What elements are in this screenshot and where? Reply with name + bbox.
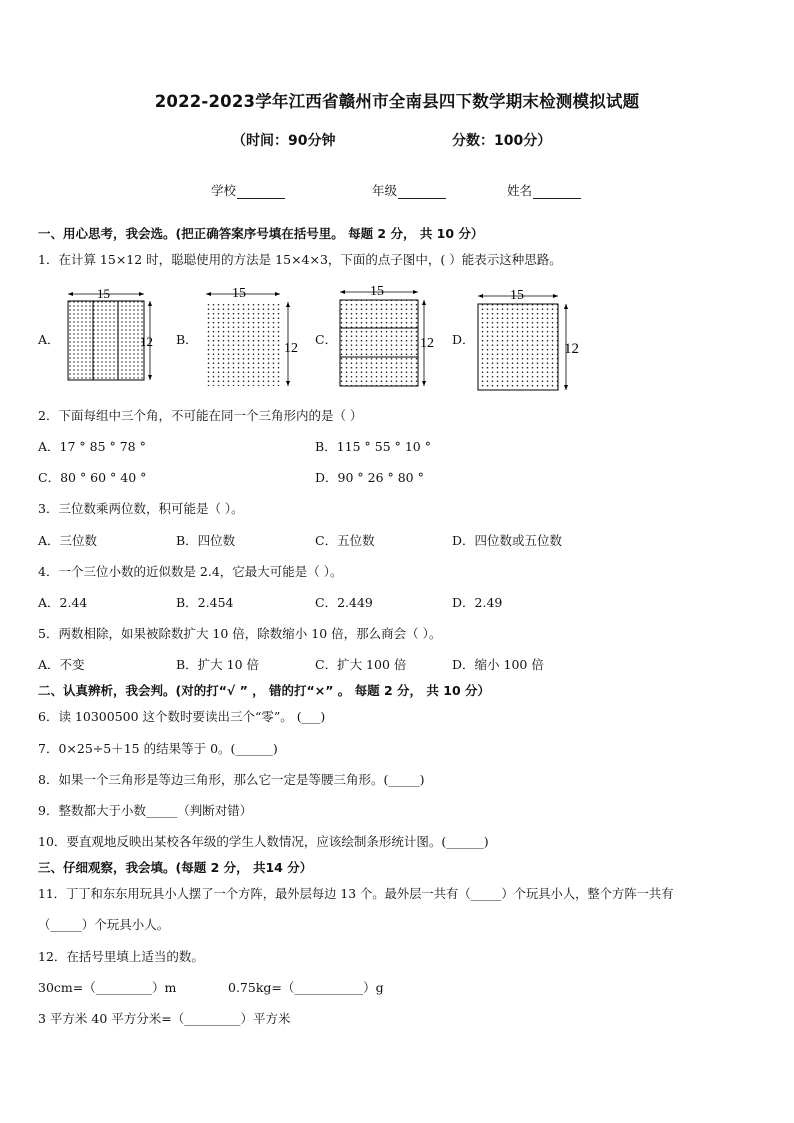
top-label: 15: [370, 284, 384, 299]
school-label: 学校: [211, 183, 237, 198]
q5-option-c[interactable]: C．扩大 100 倍: [315, 657, 407, 672]
top-label: 15: [232, 286, 246, 301]
side-label: 12: [420, 336, 434, 351]
q4-option-d[interactable]: D．2.49: [452, 595, 503, 610]
side-label: 12: [564, 341, 579, 357]
arrow-down-icon: [422, 381, 426, 386]
q1-figure-d[interactable]: [470, 280, 595, 398]
question-4: 4．一个三位小数的近似数是 2.4，它最大可能是（ ）。: [38, 564, 343, 579]
exam-score: 分数：100分）: [452, 133, 552, 149]
name-blank[interactable]: [533, 186, 581, 199]
q2-option-d[interactable]: D．90 ° 26 ° 80 °: [315, 470, 424, 485]
top-label: 15: [510, 288, 524, 303]
arrow-down-icon: [564, 385, 568, 390]
arrow-down-icon: [286, 381, 290, 386]
arrow-right-icon: [139, 292, 144, 296]
q4-option-a[interactable]: A．2.44: [38, 595, 88, 610]
arrow-left-icon: [340, 290, 345, 294]
arrow-right-icon: [275, 292, 280, 296]
q2-option-c[interactable]: C．80 ° 60 ° 40 °: [38, 470, 147, 485]
section-3-title: 三、仔细观察，我会填。(每题 2 分， 共14 分）: [38, 860, 313, 875]
grade-field: [372, 181, 446, 199]
arrow-up-icon: [422, 300, 426, 305]
name-label: 姓名: [507, 183, 533, 198]
arrow-left-icon: [206, 292, 211, 296]
q5-option-b[interactable]: B．扩大 10 倍: [176, 657, 260, 672]
grade-label: 年级: [372, 183, 398, 198]
question-12-item-c: 3 平方米 40 平方分米=（_________）平方米: [38, 1011, 291, 1026]
school-blank[interactable]: [237, 186, 285, 199]
section-2-title: 二、认真辨析，我会判。(对的打“√ ” ， 错的打“×” 。 每题 2 分， 共 10 分）: [38, 683, 490, 698]
q5-option-a[interactable]: A．不变: [38, 657, 85, 672]
arrow-right-icon: [413, 290, 418, 294]
q3-option-c[interactable]: C．五位数: [315, 533, 375, 548]
top-label: 15: [97, 286, 110, 301]
q3-option-d[interactable]: D．四位数或五位数: [452, 533, 563, 548]
question-3: 3．三位数乘两位数，积可能是（ ）。: [38, 501, 244, 516]
dot-grid: [478, 304, 558, 390]
q1-option-d-label[interactable]: D．: [452, 332, 475, 347]
q3-option-a[interactable]: A．三位数: [38, 533, 98, 548]
arrow-down-icon: [148, 375, 152, 380]
side-label: 12: [284, 341, 298, 356]
arrow-right-icon: [553, 294, 558, 298]
question-6: 6．读 10300500 这个数时要读出三个“零”。 (___): [38, 709, 326, 724]
q1-option-c-label[interactable]: C．: [315, 332, 338, 347]
name-field: [507, 181, 581, 199]
q1-option-b-label[interactable]: B．: [176, 332, 198, 347]
question-8: 8．如果一个三角形是等边三角形，那么它一定是等腰三角形。(_____): [38, 772, 425, 787]
question-5: 5．两数相除，如果被除数扩大 10 倍，除数缩小 10 倍，那么商会（ ）。: [38, 626, 442, 641]
q2-option-a[interactable]: A．17 ° 85 ° 78 °: [38, 439, 146, 454]
dot-grid: [68, 301, 144, 380]
question-11-line-1: 11．丁丁和东东用玩具小人摆了一个方阵，最外层每边 13 个。最外层一共有（_____）个玩具小人，整个方阵一共有: [38, 887, 674, 901]
dot-grid: [206, 302, 280, 386]
arrow-left-icon: [68, 292, 73, 296]
dot-grid: [340, 300, 418, 386]
question-12: 12．在括号里填上适当的数。: [38, 949, 204, 964]
q3-option-b[interactable]: B．四位数: [176, 533, 236, 548]
question-1: 1．在计算 15×12 时，聪聪使用的方法是 15×4×3，下面的点子图中，( ）能表示这种思路。: [38, 252, 562, 267]
grade-blank[interactable]: [398, 186, 446, 199]
question-10: 10．要直观地反映出某校各年级的学生人数情况，应该绘制条形统计图。(______): [38, 834, 489, 849]
question-11-line-2: （_____）个玩具小人。: [38, 917, 170, 932]
question-9: 9．整数都大于小数_____（判断对错）: [38, 803, 253, 818]
q4-option-c[interactable]: C．2.449: [315, 595, 373, 610]
q4-option-b[interactable]: B．2.454: [176, 595, 234, 610]
arrow-up-icon: [148, 301, 152, 306]
arrow-up-icon: [286, 302, 290, 307]
q1-figure-a[interactable]: [60, 284, 170, 384]
q2-option-b[interactable]: B．115 ° 55 ° 10 °: [315, 439, 431, 454]
question-12-item-b: 0.75kg=（___________）g: [228, 980, 384, 995]
question-2: 2．下面每组中三个角，不可能在同一个三角形内的是（ ）: [38, 408, 363, 423]
school-field: [211, 181, 285, 199]
exam-time: （时间：90分钟: [232, 133, 336, 149]
arrow-up-icon: [564, 304, 568, 309]
q1-figure-b[interactable]: [196, 280, 311, 392]
side-label: 12: [140, 334, 153, 349]
arrow-left-icon: [478, 294, 483, 298]
q5-option-d[interactable]: D．缩小 100 倍: [452, 657, 544, 672]
q1-option-a-label[interactable]: A．: [38, 332, 60, 347]
question-12-item-a: 30cm=（_________）m: [38, 980, 177, 995]
question-7: 7．0×25÷5＋15 的结果等于 0。(______): [38, 741, 278, 756]
q1-figure-c[interactable]: [334, 280, 449, 392]
page-title: 2022-2023学年江西省赣州市全南县四下数学期末检测模拟试题: [154, 92, 640, 111]
section-1-title: 一、用心思考，我会选。(把正确答案序号填在括号里。 每题 2 分， 共 10 分）: [38, 226, 484, 241]
